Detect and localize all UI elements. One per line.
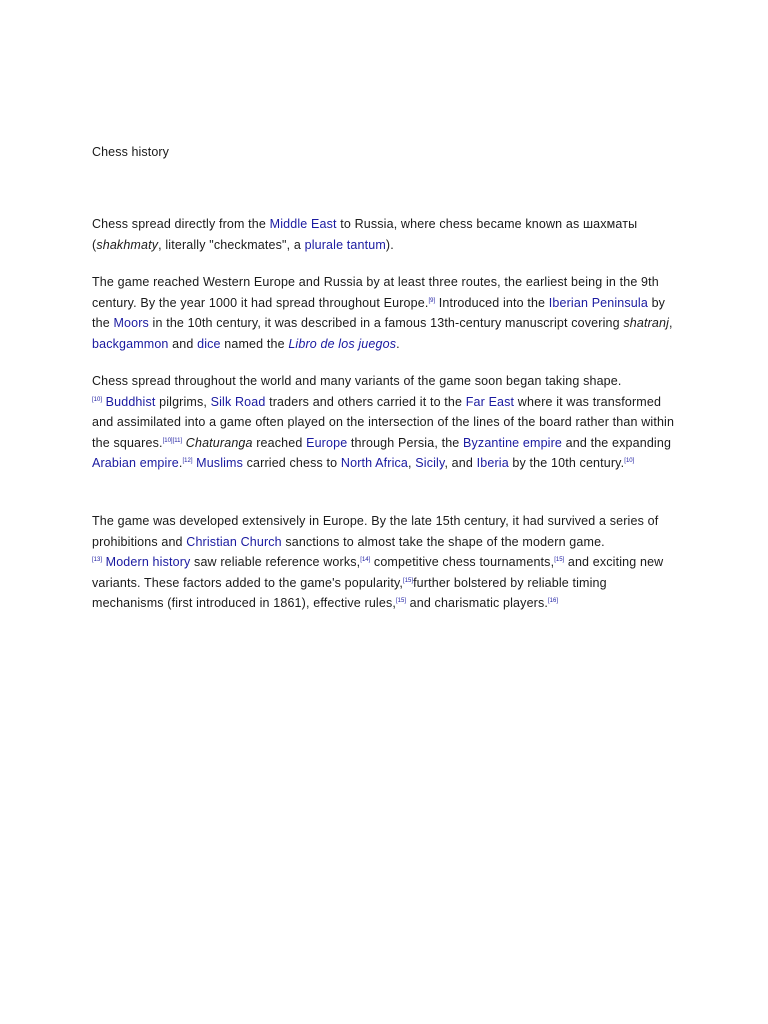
text-run: pilgrims, bbox=[155, 394, 211, 409]
text-run: saw reliable reference works, bbox=[190, 555, 361, 569]
text-run: competitive chess tournaments, bbox=[370, 555, 555, 569]
link-modern-history[interactable]: Modern history bbox=[105, 555, 191, 569]
link-north-africa[interactable]: North Africa bbox=[340, 456, 409, 470]
text-run: The game was developed extensively in Europe. By the late 15th century, it had survived a series of prohibitions and bbox=[92, 514, 659, 549]
paragraph-4 bbox=[92, 511, 682, 614]
link-iberian-peninsula[interactable]: Iberian Peninsula bbox=[548, 295, 648, 310]
italic-chaturanga: Chaturanga bbox=[185, 435, 253, 450]
link-byzantine-empire[interactable]: Byzantine empire bbox=[463, 435, 563, 450]
italic-shakhmaty: shakhmaty bbox=[96, 237, 159, 252]
text-run: in the 10th century, it was described in a famous 13th-century manuscript covering bbox=[148, 316, 624, 330]
link-moors[interactable]: Moors bbox=[113, 316, 149, 330]
text-run: Chess spread directly from the bbox=[92, 217, 270, 231]
text-run: through Persia, the bbox=[347, 435, 464, 450]
paragraph-1 bbox=[92, 214, 682, 255]
page-title: Chess history bbox=[92, 145, 170, 159]
text-run: and bbox=[168, 336, 198, 351]
link-far-east[interactable]: Far East bbox=[465, 394, 515, 409]
citation-ref[interactable]: [14] bbox=[360, 557, 371, 563]
link-arabian-empire[interactable]: Arabian empire bbox=[92, 456, 179, 470]
text-run: further bolstered by reliable timing mechanisms (first introduced in 1861), effective rules, bbox=[92, 575, 607, 610]
text-run: and charismatic players. bbox=[406, 596, 549, 610]
text-run: Introduced into the bbox=[435, 295, 549, 310]
link-iberia[interactable]: Iberia bbox=[476, 456, 509, 470]
citation-ref[interactable]: [13] bbox=[92, 557, 103, 563]
text-run: . bbox=[396, 336, 400, 351]
paragraph-3 bbox=[92, 371, 682, 474]
text-run: named the bbox=[220, 336, 289, 351]
citation-ref[interactable]: [9] bbox=[428, 297, 436, 304]
citation-ref[interactable]: [10] bbox=[92, 396, 103, 403]
italic-shatranj: shatranj bbox=[623, 316, 670, 330]
text-run: to Russia, where chess became known as шахматы ( bbox=[92, 217, 638, 252]
text-run: , bbox=[408, 456, 416, 470]
text-run: where it was transformed and assimilated into a game often played on the intersection of the lines of the board rather than within the squares. bbox=[92, 394, 675, 450]
link-plurale-tantum[interactable]: plurale tantum bbox=[304, 237, 386, 252]
link-buddhist[interactable]: Buddhist bbox=[105, 394, 156, 409]
citation-ref[interactable]: [10][11] bbox=[162, 437, 183, 444]
text-run: . bbox=[178, 456, 183, 470]
link-muslims[interactable]: Muslims bbox=[196, 456, 244, 470]
text-run: and the expanding bbox=[562, 435, 672, 450]
text-run: The game reached Western Europe and Russia by at least three routes, the earliest being in the 9th century. By the year 1000 it had spread throughout Europe. bbox=[92, 275, 659, 310]
text-run: carried chess to bbox=[243, 456, 341, 470]
text-run: , and bbox=[444, 456, 477, 470]
paragraph-2 bbox=[92, 272, 682, 354]
link-dice[interactable]: dice bbox=[197, 336, 221, 351]
text-run: , bbox=[669, 316, 673, 330]
text-run: Chess spread throughout the world and many variants of the game soon began taking shape. bbox=[92, 374, 622, 388]
text-run: sanctions to almost take the shape of the modern game. bbox=[281, 534, 605, 549]
citation-ref[interactable]: [16] bbox=[548, 598, 559, 604]
link-silk-road[interactable]: Silk Road bbox=[210, 394, 266, 409]
text-run: traders and others carried it to the bbox=[265, 394, 466, 409]
link-christian-church[interactable]: Christian Church bbox=[186, 534, 282, 549]
citation-ref[interactable]: [15] bbox=[403, 577, 414, 584]
link-europe[interactable]: Europe bbox=[306, 435, 348, 450]
text-run: reached bbox=[252, 435, 307, 450]
link-middle-east[interactable]: Middle East bbox=[269, 217, 337, 231]
text-run: and exciting new variants. These factors added to the game's popularity, bbox=[92, 555, 664, 590]
link-libro-de-los-juegos[interactable]: Libro de los juegos bbox=[288, 336, 397, 351]
text-run: by the 10th century. bbox=[508, 456, 625, 470]
link-sicily[interactable]: Sicily bbox=[415, 456, 445, 470]
text-run: by the bbox=[92, 295, 666, 330]
citation-ref[interactable]: [10] bbox=[624, 458, 635, 464]
text-run: , literally "checkmates", a bbox=[158, 237, 305, 252]
citation-ref[interactable]: [12] bbox=[182, 458, 193, 464]
citation-ref[interactable]: [15] bbox=[554, 557, 565, 563]
link-backgammon[interactable]: backgammon bbox=[92, 336, 169, 351]
text-run: ). bbox=[385, 237, 394, 252]
citation-ref[interactable]: [15] bbox=[395, 598, 406, 604]
